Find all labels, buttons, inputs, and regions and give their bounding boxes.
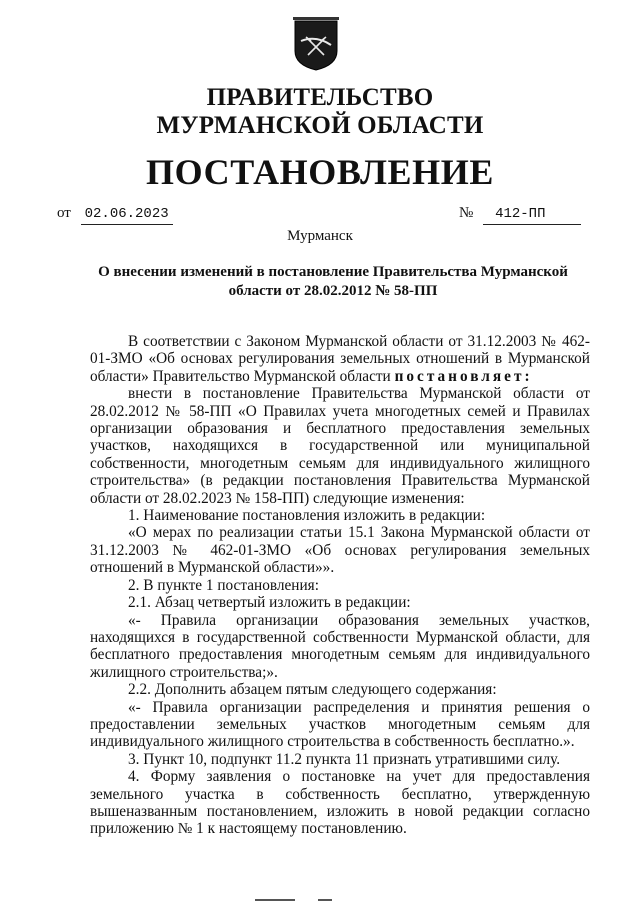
document-title: О внесении изменений в постановление Правительства Мурманской области от 28.02.2012 № 58-ПП — [98, 264, 568, 299]
paragraph-item-1-text: «О мерах по реализации статьи 15.1 Закона Мурманской области от 31.12.2003 № 462-01-ЗМО «Об основах регулирования земельных отношений в Мурманской области»». — [90, 524, 590, 577]
scan-edge-mark — [318, 899, 332, 901]
coat-of-arms-icon — [292, 17, 340, 71]
paragraph-preamble — [90, 333, 590, 385]
paragraph-item-2-1-text: «- Правила организации образования земельных участков, находящихся в государственной собственности Мурманской области, для бесплатного предоставления многодетным семьям для индивидуального жилищного строительства;». — [90, 611, 590, 681]
date-prefix: от — [57, 205, 71, 221]
paragraph-item-2-1: 2.1. Абзац четвертый изложить в редакции: — [128, 594, 411, 612]
government-name-line1: ПРАВИТЕЛЬСТВО — [206, 84, 434, 111]
paragraph-item-4: 4. Форму заявления о постановке на учет для предоставления земельного участка в собственность бесплатно, утвержденную вышеназванным постановлением, изложить в новой редакции согласно приложению № 1 к настоящему постановлению. — [90, 768, 590, 838]
document-number: 412-ПП — [483, 204, 581, 225]
preamble-text: В соответствии с Законом Мурманской области от 31.12.2003 № 462-01-ЗМО «Об основах регулирования земельных отношений в Мурманской области» Правительство Мурманской области — [90, 333, 590, 385]
paragraph-item-3: 3. Пункт 10, подпункт 11.2 пункта 11 признать утратившими силу. — [128, 750, 561, 768]
paragraph-decision: внести в постановление Правительства Мурманской области от 28.02.2012 № 58-ПП «О Правилах учета многодетных семей и Правилах организации образования и бесплатного предоставления земельных участков, находящихся в государственной или муниципальной собственности, многодетным семьям для индивидуального жилищного строительства» (в редакции постановления Правительства Мурманской области от 28.02.2023 № 158-ПП) следующие изменения: — [90, 385, 590, 507]
scan-edge-mark — [255, 899, 295, 901]
number-prefix: № — [459, 205, 474, 221]
document-type: ПОСТАНОВЛЕНИЕ — [146, 152, 494, 192]
city-name: Мурманск — [287, 228, 353, 244]
government-name-line2: МУРМАНСКОЙ ОБЛАСТИ — [156, 112, 484, 139]
document-body — [90, 333, 590, 838]
document-date: 02.06.2023 — [81, 204, 173, 225]
paragraph-item-2-2-text: «- Правила организации распределения и принятия решения о предоставлении земельных участков многодетным семьям для индивидуального жилищного строительства в собственность бесплатно.». — [90, 698, 590, 751]
paragraph-item-2-2: 2.2. Дополнить абзацем пятым следующего содержания: — [128, 681, 497, 699]
paragraph-item-1: 1. Наименование постановления изложить в редакции: — [128, 507, 486, 525]
paragraph-item-2: 2. В пункте 1 постановления: — [128, 576, 319, 594]
date-row — [57, 203, 173, 225]
decree-keyword: постановляет: — [394, 367, 533, 385]
number-row — [459, 203, 581, 225]
